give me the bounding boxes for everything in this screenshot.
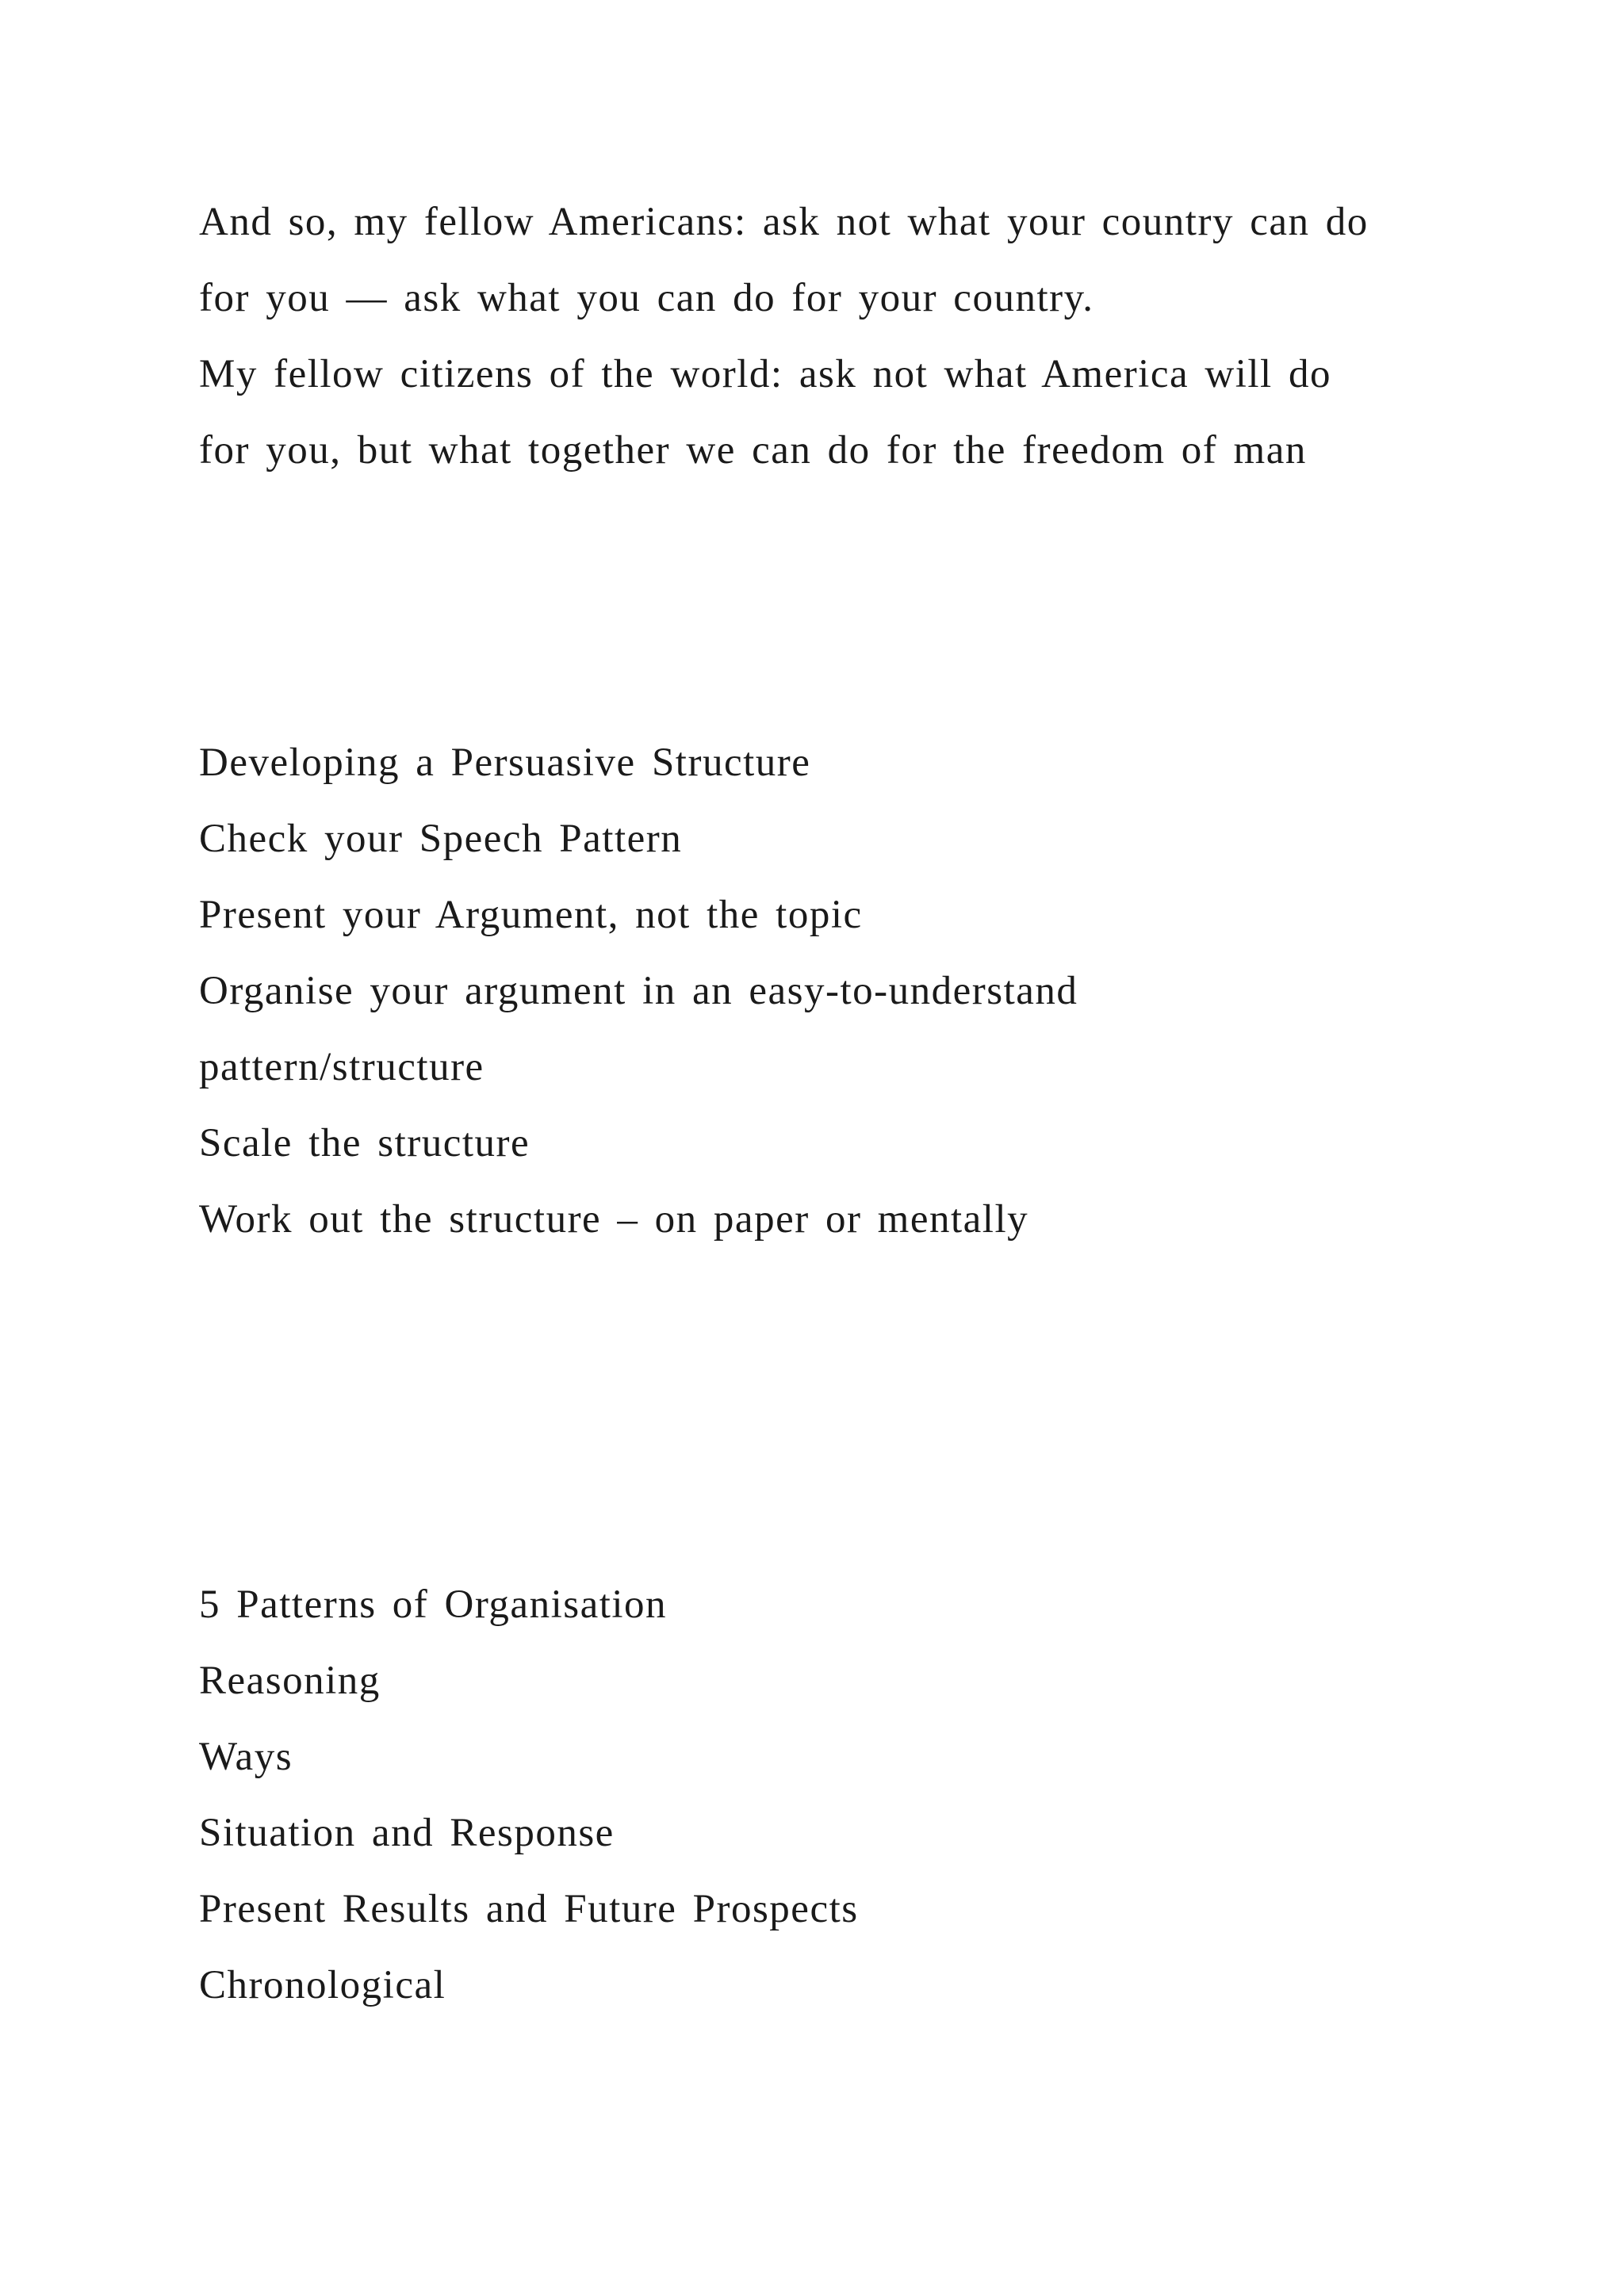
list-item: Check your Speech Pattern bbox=[199, 817, 683, 861]
quote-line: for you — ask what you can do for your country. bbox=[199, 276, 1094, 320]
persuasive-structure-section bbox=[199, 725, 1500, 1257]
section-heading: 5 Patterns of Organisation bbox=[199, 1582, 668, 1627]
list-item: Scale the structure bbox=[199, 1121, 530, 1165]
list-item: Situation and Response bbox=[199, 1811, 615, 1855]
list-item: Present your Argument, not the topic bbox=[199, 893, 863, 937]
quote-paragraph bbox=[199, 184, 1500, 488]
list-item: Organise your argument in an easy-to-understand bbox=[199, 969, 1078, 1013]
quote-line: for you, but what together we can do for the freedom of man bbox=[199, 428, 1307, 473]
list-item: pattern/structure bbox=[199, 1045, 485, 1089]
patterns-section bbox=[199, 1567, 1500, 2023]
list-item: Chronological bbox=[199, 1963, 446, 2007]
quote-line: And so, my fellow Americans: ask not what your country can do bbox=[199, 200, 1369, 244]
section-heading: Developing a Persuasive Structure bbox=[199, 740, 811, 785]
list-item: Work out the structure – on paper or mentally bbox=[199, 1197, 1029, 1242]
list-item: Reasoning bbox=[199, 1659, 381, 1703]
quote-line: My fellow citizens of the world: ask not what America will do bbox=[199, 352, 1331, 396]
list-item: Ways bbox=[199, 1735, 293, 1779]
list-item: Present Results and Future Prospects bbox=[199, 1887, 859, 1931]
